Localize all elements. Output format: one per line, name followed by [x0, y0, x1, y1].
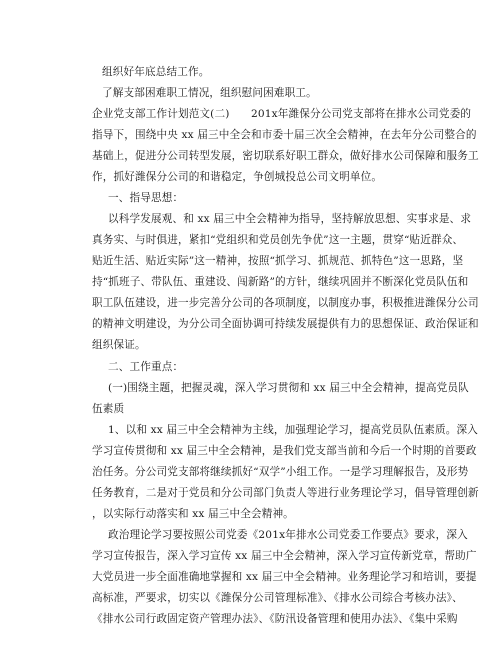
text-line: ，以实际行动落实和 xx 届三中全会精神。 [92, 508, 294, 520]
text-line: 任务教育，二是对于党员和分公司部门负责人等进行业务理论学习，倡导管理创新 [92, 487, 479, 499]
text-line: 贴近生活、贴近实际”这一精神，按照“抓学习、抓规范、抓特色”这一思路，坚 [92, 255, 464, 267]
text-line: 政治理论学习要按照公司党委《201x年排水公司党委工作要点》要求，深入 [108, 529, 468, 541]
text-line: 以科学发展观、和 xx 届三中全会精神为指导，坚持解放思想、实事求是、求 [108, 213, 472, 225]
text-line: 持“抓班子、带队伍、重建设、闯新路”的方针，继续巩固并不断深化党员队伍和 [92, 276, 469, 288]
text-line: 《排水公司行政固定资产管理办法》、《防汛设备管理和使用办法》、《集中采购 [92, 613, 458, 625]
text-line: 指导下，围绕中央 xx 届三中全会和市委十届三次全会精神，在去年分公司整合的 [92, 129, 477, 141]
text-line: 组织好年底总结工作。 [102, 66, 210, 78]
text-line: 组织保证。 [92, 339, 146, 351]
text-line: 学习宣传贯彻和 xx 届三中全会精神，是我们党支部当前和今后一个时期的首要政 [92, 445, 477, 457]
text-line: 治任务。分公司党支部将继续抓好“双学”小组工作。一是学习理解报告，及形势 [92, 466, 469, 478]
heading-work-focus: 二、工作重点： [108, 361, 184, 373]
text-line: 学习宣传报告，深入学习宣传 xx 届三中全会精神，深入学习宣传新党章，帮助广 [92, 550, 477, 562]
text-line: 真务实、与时俱进，紧扣“党组织和党员创先争优”这一主题，贯穿“贴近群众、 [92, 234, 464, 246]
text-line: 1、以和 xx 届三中全会精神为主线，加强理论学习，提高党员队伍素质。深入 [108, 424, 478, 436]
text-line: 高标准，严要求，切实以《潍保分公司管理标准》、《排水公司综合考核办法》、 [92, 592, 463, 604]
subheading-line: (一)围绕主题，把握灵魂，深入学习贯彻和 xx 届三中全会精神，提高党员队 [108, 382, 469, 394]
subheading-line: 伍素质 [92, 403, 125, 415]
section-title-line: 企业党支部工作计划范文(二) 201x年潍保分公司党支部将在排水公司党委的 [92, 108, 472, 120]
text-line: 基础上，促进分公司转型发展，密切联系好职工群众，做好排水公司保障和服务工 [92, 150, 479, 162]
heading-guiding-thought: 一、指导思想： [108, 192, 184, 204]
text-line: 大党员进一步全面准确地掌握和 xx 届三中全会精神。业务理论学习和培训，要提 [92, 571, 477, 583]
text-line: 作，抓好潍保分公司的和谐稳定，争创城投总公司文明单位。 [92, 171, 383, 183]
text-line: 了解支部困难职工情况，组织慰问困难职工。 [102, 87, 317, 99]
text-line: 的精神文明建设，为分公司全面协调可持续发展提供有力的思想保证、政治保证和 [92, 318, 479, 330]
text-line: 职工队伍建设，进一步完善分公司的各项制度，以制度办事，积极推进潍保分公司 [92, 297, 479, 309]
